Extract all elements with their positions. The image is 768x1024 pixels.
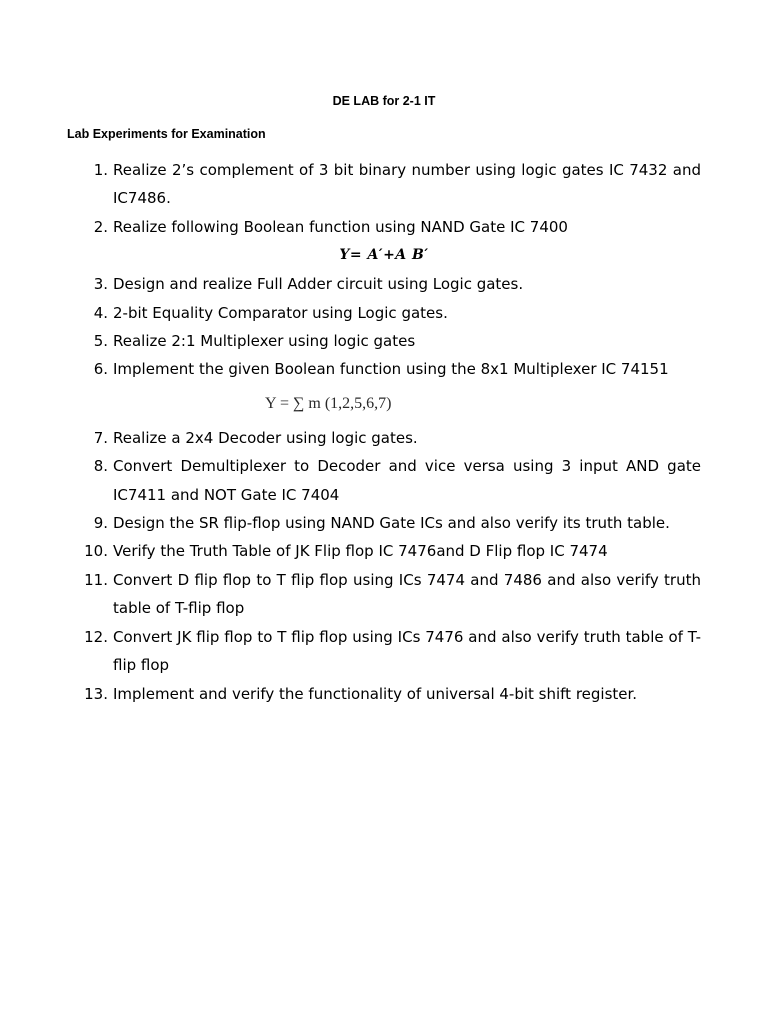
document-title: DE LAB for 2-1 IT [332,94,436,108]
item-number: 9. [93,514,108,533]
list-item [0,509,768,537]
list-item [0,299,768,327]
list-item [0,537,768,565]
item-text: Realize 2’s complement of 3 bit binary number using logic gates IC 7432 and IC7486. [113,161,701,208]
list-item [0,566,768,623]
item-number: 7. [93,428,108,447]
nand-formula: Y= A′+A B′ [339,247,429,264]
experiment-list [0,156,768,708]
item-text: Realize a 2x4 Decoder using logic gates. [113,428,418,447]
item-text: Realize following Boolean function using NAND Gate IC 7400 [113,217,568,236]
list-item [0,355,768,383]
list-item [0,270,768,298]
list-item [0,680,768,708]
item-text: Convert JK flip flop to T flip flop using ICs 7476 and also verify truth table of T-flip flop [113,627,701,675]
item-number: 6. [93,360,108,379]
list-item [0,327,768,355]
item-text: Convert Demultiplexer to Decoder and vice versa using 3 input AND gate IC7411 and NOT Gate IC 7404 [113,457,701,504]
item-number: 8. [93,457,108,476]
list-item [0,213,768,241]
item-text: Implement and verify the functionality of universal 4-bit shift register. [113,684,638,703]
item-text: Verify the Truth Table of JK Flip flop IC 7476and D Flip flop IC 7474 [113,542,608,561]
item-number: 1. [93,161,108,179]
list-item [0,452,768,509]
item-text: Realize 2:1 Multiplexer using logic gates [113,332,416,351]
item-number: 13. [84,684,108,703]
list-item [0,623,768,680]
item-text: 2-bit Equality Comparator using Logic gates. [113,303,448,322]
item-number: 5. [93,332,108,351]
mux-formula: Y = ∑ m (1,2,5,6,7) [265,394,392,412]
item-text: Convert D flip flop to T flip flop using ICs 7474 and 7486 and also verify truth table of T-flip flop [113,570,701,618]
document-subtitle: Lab Experiments for Examination [67,127,266,141]
item-number: 10. [84,542,108,561]
item-number: 12. [84,627,108,646]
item-text: Design and realize Full Adder circuit using Logic gates. [113,275,524,294]
item-number: 2. [93,217,108,236]
item-number: 4. [93,303,108,322]
item-number: 11. [84,570,108,589]
list-item [0,156,768,213]
item-text: Implement the given Boolean function using the 8x1 Multiplexer IC 74151 [113,360,669,379]
list-item [0,424,768,452]
item-text: Design the SR flip-flop using NAND Gate ICs and also verify its truth table. [113,514,670,533]
item-number: 3. [93,275,108,294]
